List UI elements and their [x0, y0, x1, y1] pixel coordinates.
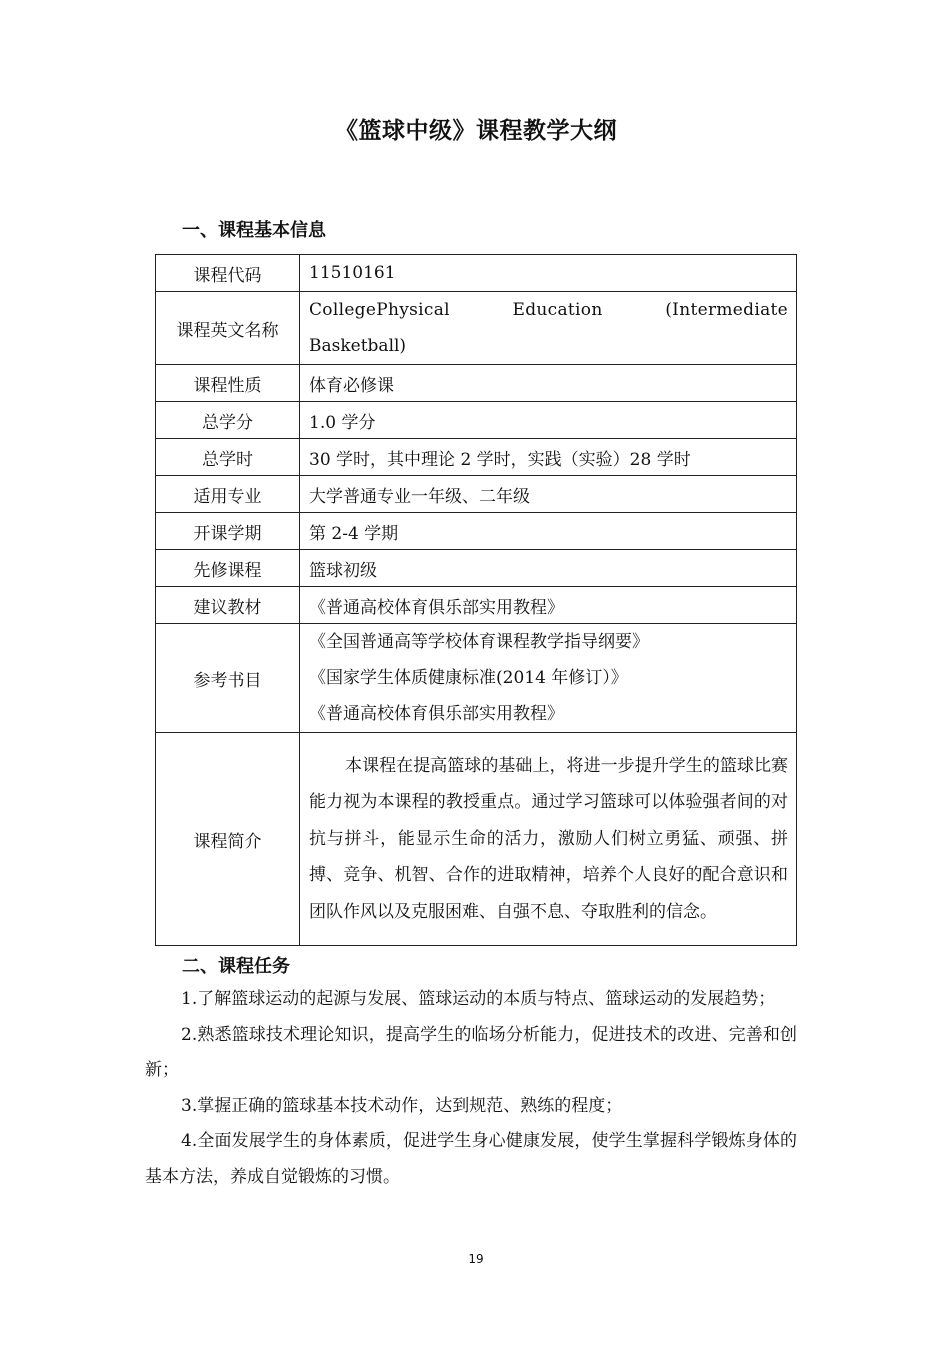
- reference-item: 《全国普通高等学校体育课程教学指导纲要》: [309, 632, 649, 652]
- table-row: [156, 733, 797, 946]
- row-label-textbook: 建议教材: [156, 587, 300, 624]
- english-name-word: (Intermediate: [665, 300, 788, 320]
- row-value-references: [300, 624, 797, 733]
- section-heading-basic-info: 一、课程基本信息: [182, 220, 326, 241]
- task-list: [145, 982, 797, 1195]
- row-label-hours: 总学时: [156, 439, 300, 476]
- task-item: 1.了解篮球运动的起源与发展、篮球运动的本质与特点、篮球运动的发展趋势；: [181, 989, 776, 1009]
- table-row: [156, 365, 797, 402]
- row-value-intro: [300, 733, 797, 946]
- row-label-semester: 开课学期: [156, 513, 300, 550]
- table-row: [156, 402, 797, 439]
- table-row: [156, 292, 797, 365]
- row-value-hours: 30 学时，其中理论 2 学时，实践（实验）28 学时: [300, 439, 797, 476]
- table-row: [156, 513, 797, 550]
- reference-item: 《国家学生体质健康标准(2014 年修订）》: [309, 668, 628, 688]
- table-row: [156, 587, 797, 624]
- row-label-intro: 课程简介: [156, 733, 300, 946]
- row-label-nature: 课程性质: [156, 365, 300, 402]
- course-info-table: [155, 254, 797, 946]
- task-item: 3.掌握正确的篮球基本技术动作，达到规范、熟练的程度；: [181, 1095, 623, 1116]
- table-row: [156, 550, 797, 587]
- row-value-semester: 第 2-4 学期: [300, 513, 797, 550]
- table-row: [156, 439, 797, 476]
- row-label-credits: 总学分: [156, 402, 300, 439]
- english-name-line-2: Basketball): [309, 336, 407, 356]
- row-label-code: 课程代码: [156, 255, 300, 292]
- task-item: 4.全面发展学生的身体素质，促进学生身心健康发展，使学生掌握科学锻炼身体的基本方法，养成自觉锻炼的习惯。: [145, 1131, 797, 1187]
- row-value-english-name: [300, 292, 797, 365]
- table-row: [156, 476, 797, 513]
- row-label-prerequisite: 先修课程: [156, 550, 300, 587]
- row-label-references: 参考书目: [156, 624, 300, 733]
- reference-item: 《普通高校体育俱乐部实用教程》: [309, 704, 564, 724]
- row-value-majors: 大学普通专业一年级、二年级: [300, 476, 797, 513]
- row-label-english-name: 课程英文名称: [156, 292, 300, 365]
- english-name-line-1: [309, 292, 788, 328]
- english-name-word: Education: [512, 300, 603, 320]
- row-value-nature: 体育必修课: [300, 365, 797, 402]
- task-item: 2.熟悉篮球技术理论知识，提高学生的临场分析能力，促进技术的改进、完善和创新；: [145, 1024, 797, 1080]
- row-value-code: 11510161: [300, 255, 797, 292]
- table-row: [156, 624, 797, 733]
- row-value-prerequisite: 篮球初级: [300, 550, 797, 587]
- course-intro-text: 本课程在提高篮球的基础上，将进一步提升学生的篮球比赛能力视为本课程的教授重点。通过学习篮球可以体验强者间的对抗与拼斗，能显示生命的活力，激励人们树立勇猛、顽强、拼搏、竞争、机智、合作的进取精神，培养个人良好的配合意识和团队作风以及克服困难、自强不息、夺取胜利的信念。: [309, 755, 788, 922]
- english-name-word: CollegePhysical: [309, 300, 450, 320]
- page-number: 19: [468, 1252, 484, 1266]
- page-title: 《篮球中级》课程教学大纲: [335, 118, 617, 144]
- row-value-credits: 1.0 学分: [300, 402, 797, 439]
- section-heading-tasks: 二、课程任务: [182, 956, 290, 977]
- row-value-textbook: 《普通高校体育俱乐部实用教程》: [300, 587, 797, 624]
- row-label-majors: 适用专业: [156, 476, 300, 513]
- table-row: [156, 255, 797, 292]
